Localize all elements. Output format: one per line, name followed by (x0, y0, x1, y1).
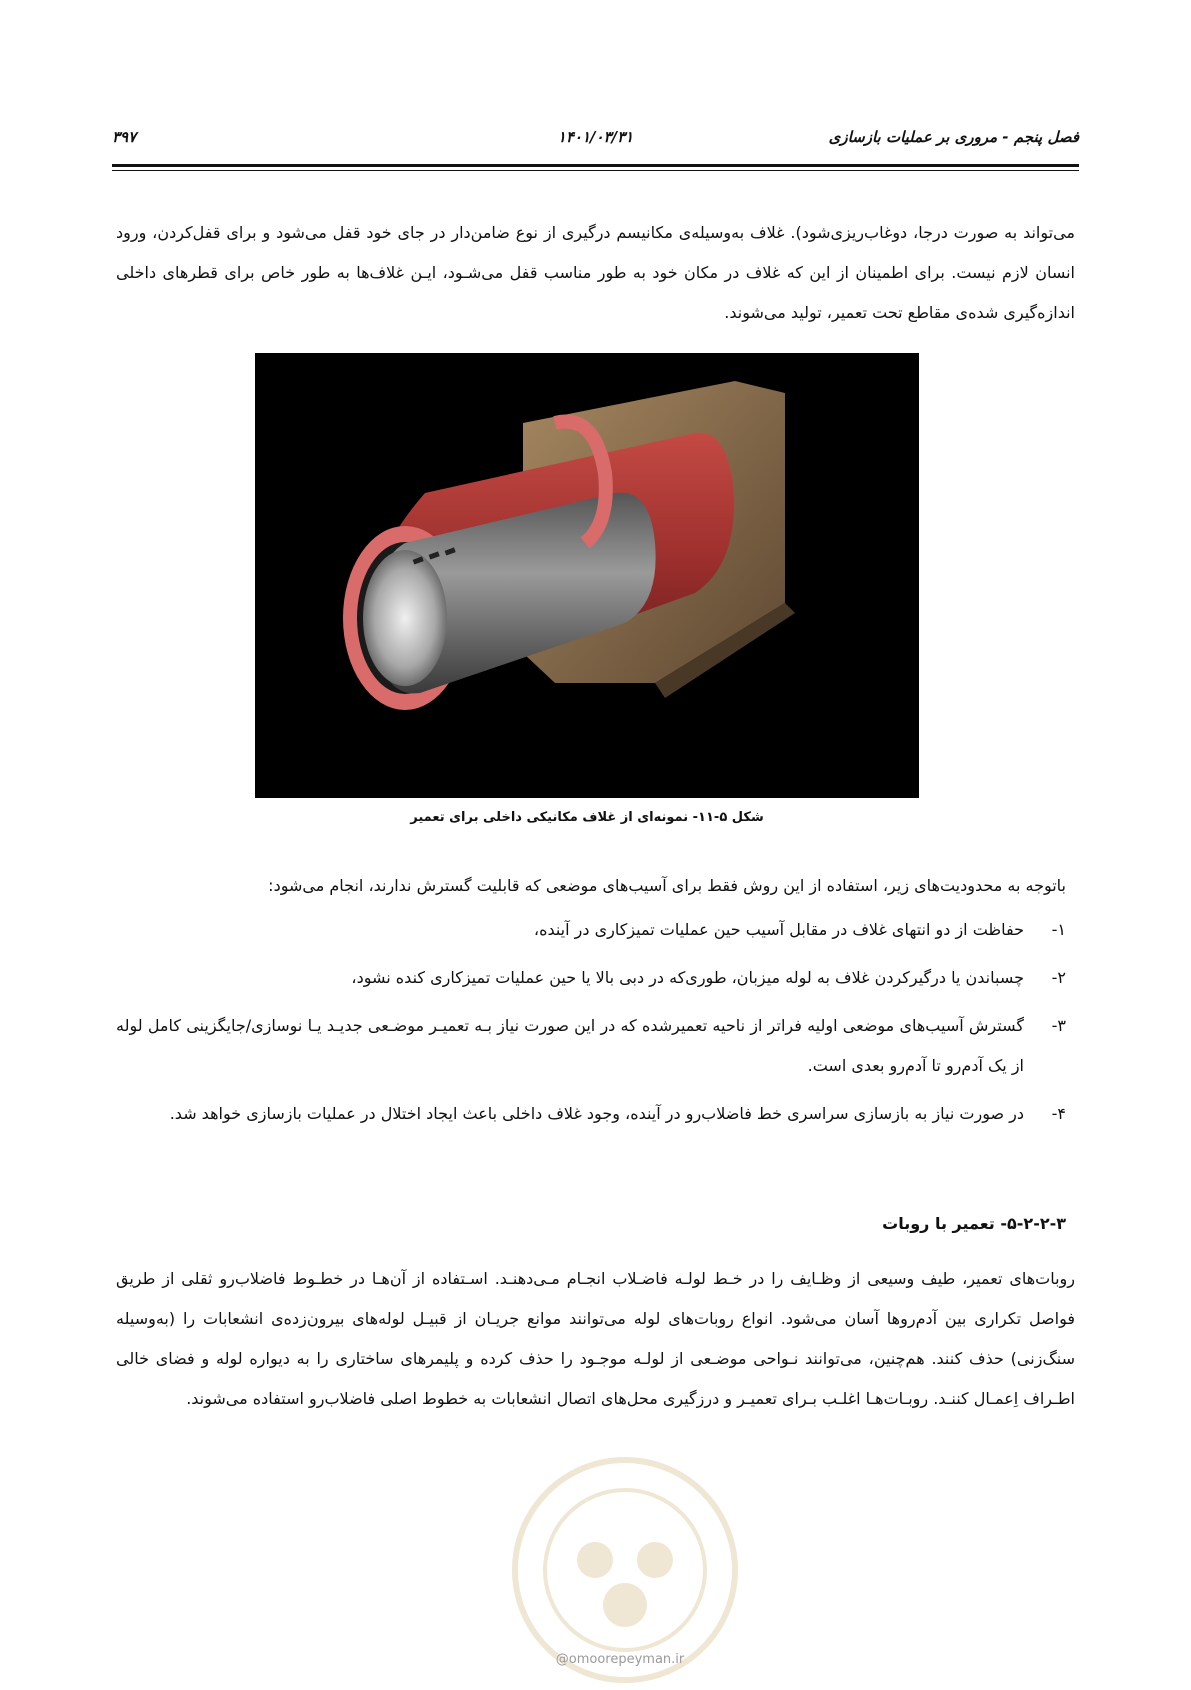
watermark-text: @omoorepeyman.ir (555, 1652, 685, 1667)
list-item (116, 958, 1066, 998)
page-number: ۳۹۷ (112, 128, 137, 146)
header-date: ۱۴۰۱/۰۳/۳۱ (557, 128, 634, 146)
list-item-text: حفاظت از دو انتهای غلاف در مقابل آسیب حین عملیات تمیزکاری در آینده، (533, 920, 1024, 939)
limitations-list (116, 910, 1066, 1142)
list-item (116, 1006, 1066, 1086)
pipe-sleeve-illustration (255, 353, 919, 798)
list-item-text: گسترش آسیب‌های موضعی اولیه فراتر از ناحیه تعمیرشده که در این صورت نیاز بـه تعمیـر موضـعی جدیـد یـا نوسازی/جایگزینی کامل لوله از یک آدم‌رو تا آدم‌رو بعدی است. (116, 1016, 1024, 1075)
header-rule-thick (112, 164, 1079, 167)
sleeve-opening (363, 550, 447, 686)
chapter-title: فصل پنجم - مروری بر عملیات بازسازی (828, 128, 1079, 146)
page-header (112, 128, 1079, 152)
list-item (116, 1094, 1066, 1134)
list-item (116, 910, 1066, 950)
section-heading: ۵-۲-۲-۳- تعمیر با روبات (882, 1214, 1066, 1233)
list-item-number: ۳- (1051, 1016, 1066, 1035)
sleeve-figure (255, 353, 919, 798)
list-item-text: در صورت نیاز به بازسازی سراسری خط فاضلاب‌رو در آینده، وجود غلاف داخلی باعث ایجاد اختلال در عملیات بازسازی خواهد شد. (169, 1104, 1024, 1123)
paragraph-2: روبات‌های تعمیر، طیف وسیعی از وظـایف را در خـط لولـه فاضـلاب انجـام مـی‌دهنـد. اسـتفاده از آن‌هـا در خطـوط فاضلاب‌رو ثقلی از طریق فواصل تکراری بین آدم‌روها آسان می‌شود. انواع روبات‌های لوله می‌توانند موانع جریـان از قبیـل لوله‌های بیرون‌زده‌ی انشعابات را (به‌وسیله سنگ‌زنی) حذف کنند. هم‌چنین، می‌توانند نـواحی موضـعی از لولـه موجـود را حذف کرده و پلیمرهای ساختاری را به دیواره لوله و فضای خالی اطـراف اِعمـال کننـد. روبـات‌هـا اغلـب بـرای تعمیـر و درزگیری محل‌های اتصال انشعابات به خطوط اصلی فاضلاب‌رو استفاده می‌شوند. (116, 1269, 1075, 1408)
header-rule-thin (112, 170, 1079, 171)
list-item-text: چسباندن یا درگیرکردن غلاف به لوله میزبان، طوری‌که در دبی بالا یا حین عملیات تمیزکاری کنده نشود، (351, 968, 1024, 987)
list-intro: باتوجه به محدودیت‌های زیر، استفاده از این روش فقط برای آسیب‌های موضعی که قابلیت گسترش ندارند، انجام می‌شود: (268, 876, 1066, 895)
list-item-number: ۱- (1051, 920, 1066, 939)
list-item-number: ۲- (1051, 968, 1066, 987)
figure-caption: شکل ۵-۱۱- نمونه‌ای از غلاف مکانیکی داخلی برای تعمیر (410, 810, 764, 825)
paragraph-1: می‌تواند به صورت درجا، دوغاب‌ریزی‌شود). غلاف به‌وسیله‌ی مکانیسم درگیری از نوع ضامن‌دار در جای خود قفل می‌شود و برای قفل‌کردن، ورود انسان لازم نیست. برای اطمینان از این که غلاف در مکان خود به طور مناسب قفل می‌شـود، ایـن غلاف‌ها به طور خاص برای قطرهای داخلی اندازه‌گیری شده‌ی مقاطع تحت تعمیر، تولید می‌شوند. (116, 223, 1075, 322)
list-item-number: ۴- (1051, 1104, 1066, 1123)
